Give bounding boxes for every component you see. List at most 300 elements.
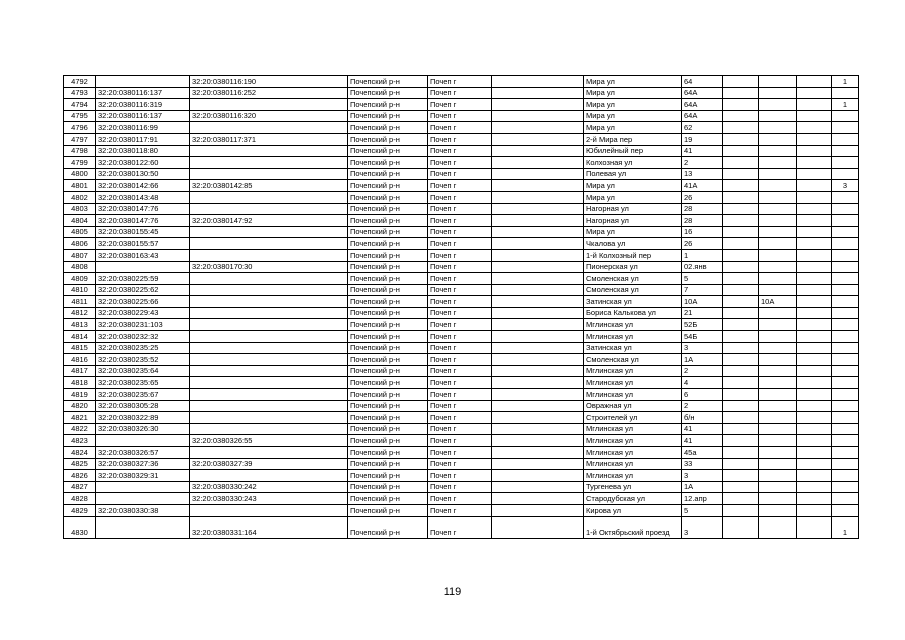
- table-cell: [797, 493, 832, 505]
- table-row: [64, 191, 859, 203]
- table-cell: [96, 76, 190, 88]
- table-cell: [190, 377, 348, 389]
- table-cell: [190, 389, 348, 401]
- table-row: [64, 203, 859, 215]
- table-cell: 32:20:0380163:43: [96, 249, 190, 261]
- table-cell: 4813: [64, 319, 96, 331]
- table-cell: [723, 273, 759, 285]
- table-cell: Мглинская ул: [584, 331, 682, 343]
- table-cell: [759, 87, 797, 99]
- table-cell: Почепский р-н: [348, 261, 428, 273]
- table-row: [64, 261, 859, 273]
- table-cell: Затинская ул: [584, 342, 682, 354]
- table-row: [64, 354, 859, 366]
- table-cell: Почепский р-н: [348, 400, 428, 412]
- table-cell: 32:20:0380231:103: [96, 319, 190, 331]
- table-cell: [492, 307, 584, 319]
- table-cell: 3: [682, 342, 723, 354]
- table-cell: [797, 504, 832, 516]
- table-cell: Мира ул: [584, 87, 682, 99]
- table-cell: 32:20:0380116:137: [96, 87, 190, 99]
- table-cell: [190, 504, 348, 516]
- table-cell: Почеп г: [428, 238, 492, 250]
- table-cell: [190, 157, 348, 169]
- table-cell: Затинская ул: [584, 296, 682, 308]
- table-cell: 7: [682, 284, 723, 296]
- table-cell: 32:20:0380116:137: [96, 110, 190, 122]
- table-cell: [190, 203, 348, 215]
- table-cell: [832, 493, 859, 505]
- table-cell: [832, 87, 859, 99]
- table-cell: 4803: [64, 203, 96, 215]
- table-cell: [723, 504, 759, 516]
- table-cell: Мглинская ул: [584, 319, 682, 331]
- table-cell: 4828: [64, 493, 96, 505]
- table-cell: 4817: [64, 365, 96, 377]
- table-cell: 4797: [64, 133, 96, 145]
- table-row: [64, 470, 859, 482]
- table-cell: Почеп г: [428, 400, 492, 412]
- table-cell: Почеп г: [428, 481, 492, 493]
- table-cell: [759, 447, 797, 459]
- table-cell: 28: [682, 215, 723, 227]
- table-cell: [759, 203, 797, 215]
- table-cell: 1-й Октябрьский проезд: [584, 516, 682, 538]
- table-cell: [96, 516, 190, 538]
- table-cell: [759, 191, 797, 203]
- table-cell: [797, 238, 832, 250]
- table-cell: [797, 319, 832, 331]
- table-cell: 1: [832, 76, 859, 88]
- table-cell: Почепский р-н: [348, 238, 428, 250]
- table-cell: [723, 354, 759, 366]
- table-cell: [492, 447, 584, 459]
- table-cell: Почеп г: [428, 504, 492, 516]
- table-cell: [759, 76, 797, 88]
- table-row: [64, 145, 859, 157]
- table-row: [64, 296, 859, 308]
- table-cell: [492, 493, 584, 505]
- table-cell: Почепский р-н: [348, 412, 428, 424]
- table-cell: [797, 145, 832, 157]
- table-cell: Почепский р-н: [348, 133, 428, 145]
- table-row: [64, 168, 859, 180]
- table-cell: Почеп г: [428, 203, 492, 215]
- table-cell: 4809: [64, 273, 96, 285]
- table-cell: 4792: [64, 76, 96, 88]
- table-cell: Почеп г: [428, 180, 492, 192]
- table-cell: Почеп г: [428, 249, 492, 261]
- table-cell: [492, 133, 584, 145]
- table-cell: [832, 273, 859, 285]
- table-cell: 21: [682, 307, 723, 319]
- table-cell: [723, 145, 759, 157]
- table-cell: [832, 435, 859, 447]
- table-cell: Почепский р-н: [348, 76, 428, 88]
- table-cell: Почеп г: [428, 168, 492, 180]
- table-cell: [492, 319, 584, 331]
- table-cell: 4810: [64, 284, 96, 296]
- table-cell: [759, 458, 797, 470]
- table-cell: Мглинская ул: [584, 447, 682, 459]
- table-cell: [492, 87, 584, 99]
- table-cell: [190, 145, 348, 157]
- table-cell: [832, 377, 859, 389]
- table-cell: Тургенева ул: [584, 481, 682, 493]
- table-cell: Почеп г: [428, 191, 492, 203]
- table-cell: [723, 331, 759, 343]
- table-cell: [492, 203, 584, 215]
- table-cell: [797, 168, 832, 180]
- table-cell: 26: [682, 191, 723, 203]
- table-cell: Почеп г: [428, 389, 492, 401]
- table-cell: 32:20:0380326:57: [96, 447, 190, 459]
- table-cell: [492, 400, 584, 412]
- table-cell: [797, 412, 832, 424]
- table-cell: [723, 481, 759, 493]
- table-cell: Почеп г: [428, 76, 492, 88]
- table-row: [64, 284, 859, 296]
- table-cell: 1: [832, 99, 859, 111]
- table-cell: 32:20:0380155:57: [96, 238, 190, 250]
- table-cell: Юбилейный пер: [584, 145, 682, 157]
- table-cell: [832, 504, 859, 516]
- table-cell: [797, 296, 832, 308]
- table-cell: [759, 423, 797, 435]
- table-cell: [832, 249, 859, 261]
- table-cell: 4804: [64, 215, 96, 227]
- table-cell: Чкалова ул: [584, 238, 682, 250]
- table-cell: Почепский р-н: [348, 203, 428, 215]
- table-row: [64, 412, 859, 424]
- table-cell: Почеп г: [428, 133, 492, 145]
- table-cell: Почепский р-н: [348, 354, 428, 366]
- table-cell: [759, 168, 797, 180]
- table-cell: Мглинская ул: [584, 377, 682, 389]
- table-cell: Почепский р-н: [348, 458, 428, 470]
- table-cell: Нагорная ул: [584, 203, 682, 215]
- table-cell: 32:20:0380330:242: [190, 481, 348, 493]
- table-cell: [832, 365, 859, 377]
- table-cell: 4821: [64, 412, 96, 424]
- table-cell: Почеп г: [428, 87, 492, 99]
- table-row: [64, 249, 859, 261]
- table-cell: [96, 261, 190, 273]
- table-cell: 4802: [64, 191, 96, 203]
- table-cell: 32:20:0380331:164: [190, 516, 348, 538]
- table-cell: [759, 470, 797, 482]
- table-cell: [723, 168, 759, 180]
- table-cell: [759, 226, 797, 238]
- table-cell: [492, 354, 584, 366]
- table-cell: 32:20:0380142:66: [96, 180, 190, 192]
- table-cell: Почепский р-н: [348, 122, 428, 134]
- table-cell: [759, 435, 797, 447]
- table-cell: [797, 180, 832, 192]
- table-cell: 4805: [64, 226, 96, 238]
- table-cell: [492, 261, 584, 273]
- table-cell: [832, 423, 859, 435]
- table-cell: Мира ул: [584, 76, 682, 88]
- table-cell: Почепский р-н: [348, 319, 428, 331]
- table-cell: [492, 122, 584, 134]
- table-cell: 32:20:0380225:59: [96, 273, 190, 285]
- table-cell: [723, 296, 759, 308]
- table-cell: [759, 122, 797, 134]
- table-cell: [492, 342, 584, 354]
- table-row: [64, 423, 859, 435]
- table-cell: [759, 110, 797, 122]
- table-cell: 4808: [64, 261, 96, 273]
- table-cell: [797, 191, 832, 203]
- table-cell: 41: [682, 145, 723, 157]
- table-cell: Почепский р-н: [348, 307, 428, 319]
- table-cell: [190, 354, 348, 366]
- table-cell: 32:20:0380327:39: [190, 458, 348, 470]
- table-cell: 1: [682, 249, 723, 261]
- table-cell: [832, 400, 859, 412]
- table-cell: [723, 447, 759, 459]
- table-cell: [492, 365, 584, 377]
- table-row: [64, 493, 859, 505]
- table-cell: [723, 238, 759, 250]
- table-cell: Почеп г: [428, 145, 492, 157]
- table-cell: 2: [682, 157, 723, 169]
- table-cell: Почеп г: [428, 354, 492, 366]
- table-cell: Почепский р-н: [348, 435, 428, 447]
- table-cell: 32:20:0380147:76: [96, 215, 190, 227]
- table-cell: [832, 133, 859, 145]
- table-cell: [832, 284, 859, 296]
- table-row: [64, 516, 859, 538]
- table-cell: 32:20:0380327:36: [96, 458, 190, 470]
- table-cell: [723, 516, 759, 538]
- table-cell: [797, 354, 832, 366]
- table-cell: [832, 470, 859, 482]
- table-cell: [797, 342, 832, 354]
- table-cell: [723, 133, 759, 145]
- page-number: 119: [443, 586, 462, 598]
- table-cell: [492, 470, 584, 482]
- table-cell: [190, 470, 348, 482]
- table-cell: [190, 296, 348, 308]
- table-cell: 32:20:0380116:190: [190, 76, 348, 88]
- table-cell: [797, 76, 832, 88]
- table-cell: Почеп г: [428, 447, 492, 459]
- table-cell: Почепский р-н: [348, 504, 428, 516]
- table-cell: 32:20:0380235:64: [96, 365, 190, 377]
- table-cell: Мглинская ул: [584, 389, 682, 401]
- table-cell: 4799: [64, 157, 96, 169]
- table-cell: [492, 157, 584, 169]
- table-cell: [190, 122, 348, 134]
- table-cell: Пионерская ул: [584, 261, 682, 273]
- table-cell: 32:20:0380117:371: [190, 133, 348, 145]
- table-cell: 32:20:0380147:76: [96, 203, 190, 215]
- table-cell: 1-й Колхозный пер: [584, 249, 682, 261]
- table-cell: [759, 516, 797, 538]
- table-cell: [759, 365, 797, 377]
- table-cell: Почеп г: [428, 435, 492, 447]
- table-cell: [723, 203, 759, 215]
- table-cell: [797, 481, 832, 493]
- table-cell: 32:20:0380143:48: [96, 191, 190, 203]
- table-cell: Почеп г: [428, 458, 492, 470]
- table-cell: 4823: [64, 435, 96, 447]
- table-cell: 32:20:0380229:43: [96, 307, 190, 319]
- table-row: [64, 435, 859, 447]
- table-cell: [832, 342, 859, 354]
- table-cell: Почеп г: [428, 377, 492, 389]
- table-cell: 41: [682, 435, 723, 447]
- table-cell: [797, 249, 832, 261]
- table-cell: [797, 331, 832, 343]
- table-cell: [723, 365, 759, 377]
- table-cell: [723, 249, 759, 261]
- table-cell: [190, 319, 348, 331]
- table-cell: 4798: [64, 145, 96, 157]
- table-cell: Мглинская ул: [584, 435, 682, 447]
- table-cell: [190, 168, 348, 180]
- table-cell: 4825: [64, 458, 96, 470]
- table-cell: [190, 342, 348, 354]
- table-cell: [492, 504, 584, 516]
- table-cell: Почепский р-н: [348, 180, 428, 192]
- table-row: [64, 504, 859, 516]
- table-cell: 4819: [64, 389, 96, 401]
- table-cell: [797, 470, 832, 482]
- table-cell: [723, 157, 759, 169]
- table-cell: 4794: [64, 99, 96, 111]
- table-cell: [190, 423, 348, 435]
- table-cell: 1А: [682, 354, 723, 366]
- table-cell: [832, 481, 859, 493]
- table-cell: 4800: [64, 168, 96, 180]
- table-cell: Почепский р-н: [348, 423, 428, 435]
- table-cell: 64А: [682, 99, 723, 111]
- table-cell: [723, 319, 759, 331]
- table-cell: Мира ул: [584, 180, 682, 192]
- table-cell: [832, 296, 859, 308]
- table-cell: Почеп г: [428, 226, 492, 238]
- table-cell: 32:20:0380326:55: [190, 435, 348, 447]
- table-cell: 4822: [64, 423, 96, 435]
- table-row: [64, 215, 859, 227]
- table-cell: [190, 412, 348, 424]
- table-cell: [759, 249, 797, 261]
- table-cell: 62: [682, 122, 723, 134]
- table-cell: [190, 99, 348, 111]
- table-row: [64, 99, 859, 111]
- table-cell: [759, 157, 797, 169]
- table-cell: [96, 481, 190, 493]
- table-cell: 32:20:0380330:243: [190, 493, 348, 505]
- table-row: [64, 377, 859, 389]
- table-cell: 33: [682, 458, 723, 470]
- table-row: [64, 447, 859, 459]
- table-cell: Почепский р-н: [348, 110, 428, 122]
- table-cell: [832, 354, 859, 366]
- table-cell: 28: [682, 203, 723, 215]
- table-cell: Мира ул: [584, 191, 682, 203]
- table-cell: 4815: [64, 342, 96, 354]
- table-cell: [832, 261, 859, 273]
- table-cell: [723, 342, 759, 354]
- table-cell: 32:20:0380170:30: [190, 261, 348, 273]
- table-cell: [723, 470, 759, 482]
- table-cell: [492, 481, 584, 493]
- table-cell: Почеп г: [428, 516, 492, 538]
- table-cell: [492, 238, 584, 250]
- table-cell: [832, 122, 859, 134]
- table-cell: [492, 423, 584, 435]
- table-cell: Почеп г: [428, 307, 492, 319]
- table-cell: 32:20:0380232:32: [96, 331, 190, 343]
- table-cell: [190, 249, 348, 261]
- table-row: [64, 226, 859, 238]
- table-cell: Полевая ул: [584, 168, 682, 180]
- table-cell: Почеп г: [428, 423, 492, 435]
- table-cell: [797, 133, 832, 145]
- table-cell: [832, 191, 859, 203]
- table-cell: [96, 493, 190, 505]
- table-cell: [832, 458, 859, 470]
- table-cell: Овражная ул: [584, 400, 682, 412]
- table-row: [64, 389, 859, 401]
- table-cell: [723, 180, 759, 192]
- table-cell: Почеп г: [428, 261, 492, 273]
- table-cell: Почепский р-н: [348, 470, 428, 482]
- table-cell: 4801: [64, 180, 96, 192]
- table-cell: [190, 331, 348, 343]
- table-cell: [759, 481, 797, 493]
- table-cell: [723, 215, 759, 227]
- table-cell: [759, 238, 797, 250]
- table-cell: [723, 122, 759, 134]
- table-cell: 6: [682, 389, 723, 401]
- table-cell: Мира ул: [584, 110, 682, 122]
- table-cell: 3: [682, 470, 723, 482]
- table-cell: [797, 389, 832, 401]
- table-cell: 26: [682, 238, 723, 250]
- table-cell: Мглинская ул: [584, 423, 682, 435]
- table-row: [64, 180, 859, 192]
- table-cell: 3: [682, 516, 723, 538]
- table-cell: Почеп г: [428, 296, 492, 308]
- table-cell: 32:20:0380225:66: [96, 296, 190, 308]
- table-cell: Смоленская ул: [584, 273, 682, 285]
- table-cell: Почеп г: [428, 215, 492, 227]
- table-cell: [759, 99, 797, 111]
- table-cell: [492, 458, 584, 470]
- table-cell: [759, 354, 797, 366]
- table-cell: 2-й Мира пер: [584, 133, 682, 145]
- table-cell: 10А: [759, 296, 797, 308]
- table-cell: Почепский р-н: [348, 377, 428, 389]
- table-cell: 32:20:0380142:85: [190, 180, 348, 192]
- table-cell: 4812: [64, 307, 96, 319]
- table-cell: Почепский р-н: [348, 87, 428, 99]
- table-cell: 13: [682, 168, 723, 180]
- table-cell: [190, 284, 348, 296]
- table-cell: Почеп г: [428, 110, 492, 122]
- table-cell: [832, 319, 859, 331]
- table-cell: Почеп г: [428, 284, 492, 296]
- table-cell: [723, 110, 759, 122]
- table-cell: [492, 284, 584, 296]
- table-cell: [492, 296, 584, 308]
- table-row: [64, 87, 859, 99]
